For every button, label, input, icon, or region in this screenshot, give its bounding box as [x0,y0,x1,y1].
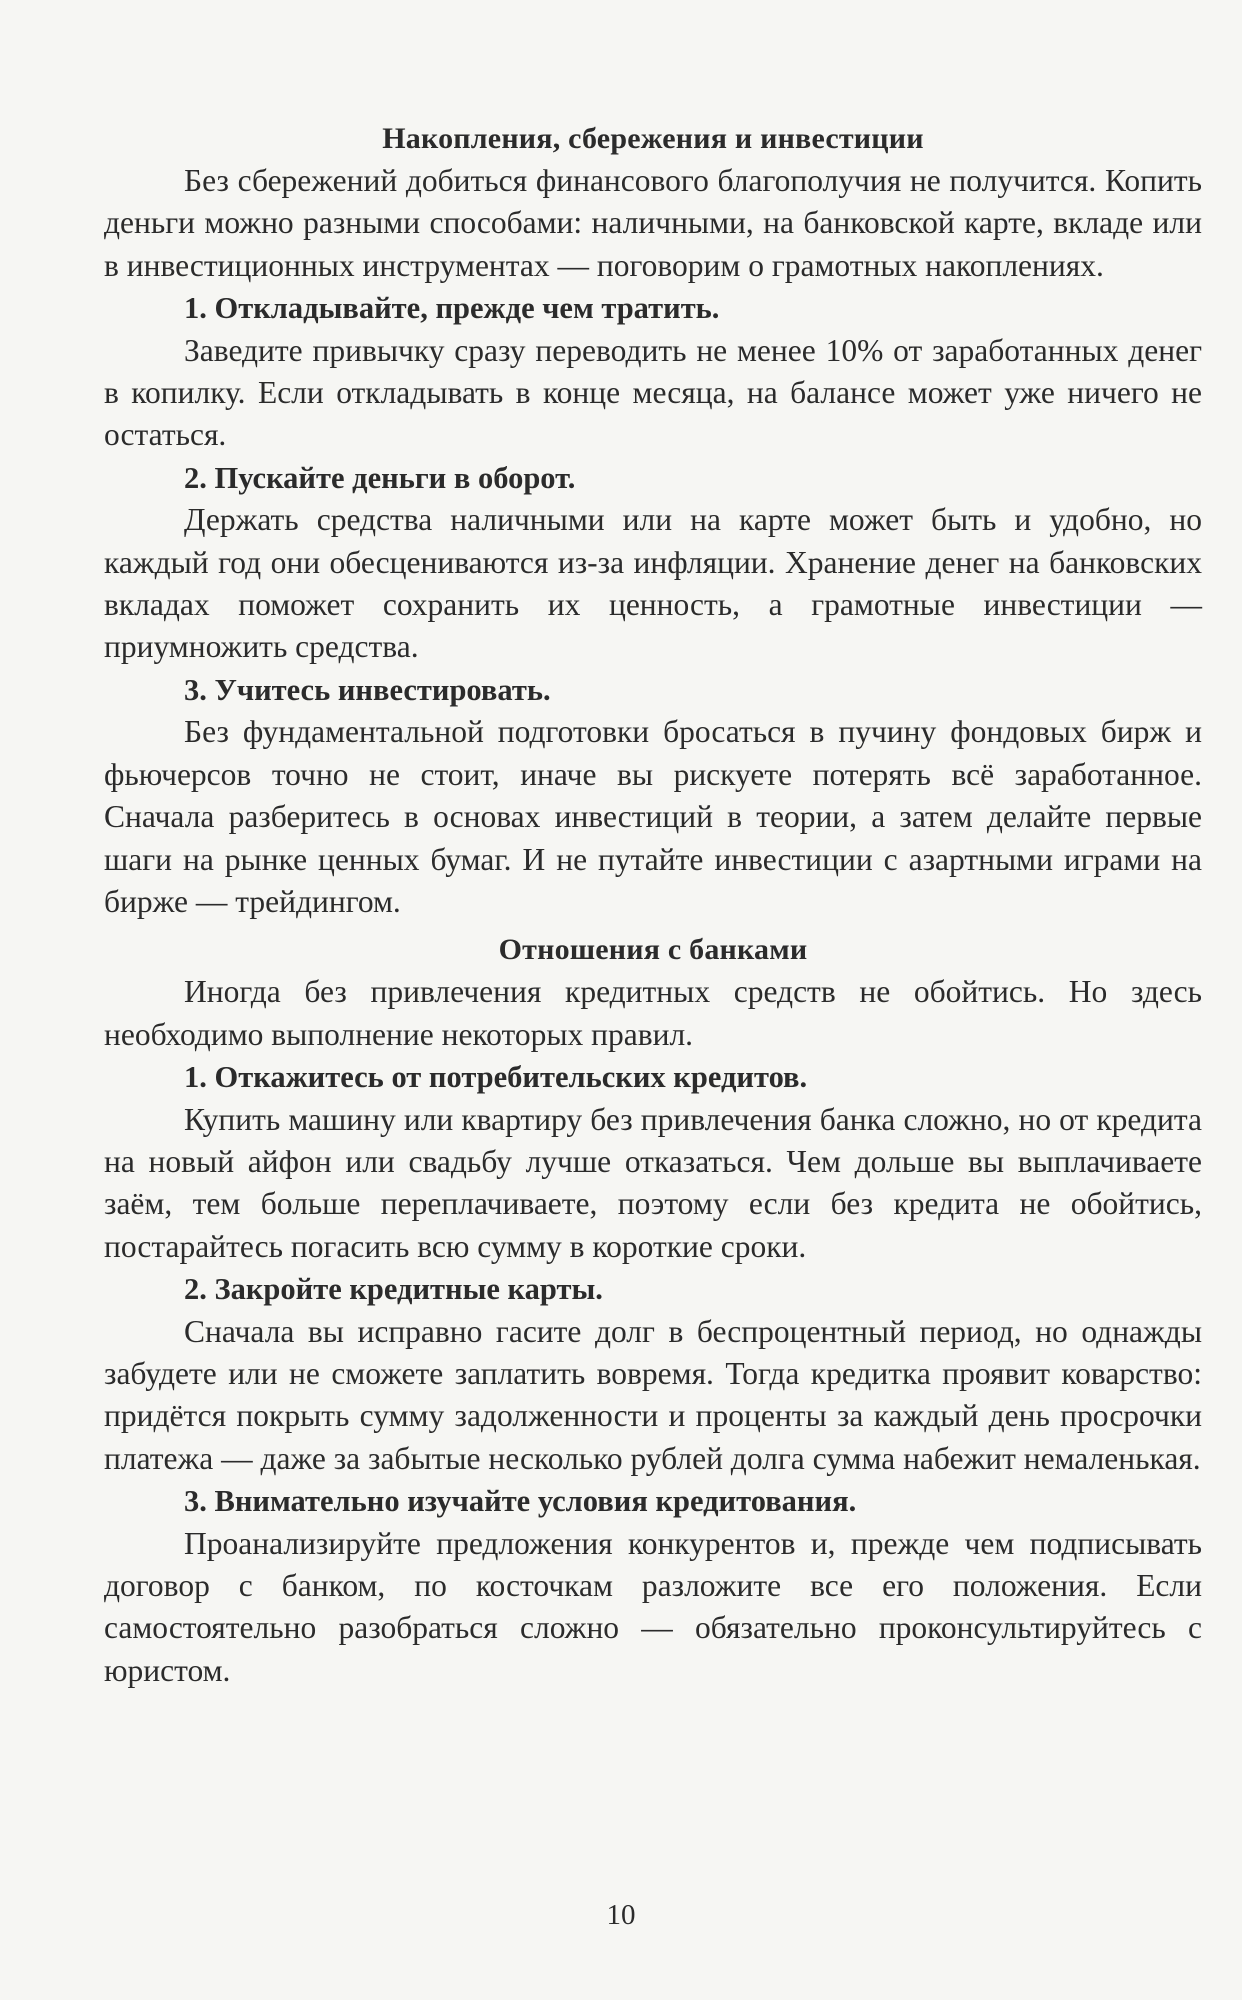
page-number: 10 [606,1899,636,1931]
bank-tip-text-1: Купить машину или квартиру без привлечения банка сложно, но от кредита на новый айфон или свадьбу лучше отказаться. Чем дольше вы выплачиваете заём, тем больше переплачиваете, поэтому если без кредита не обойтись, постарайтесь погасить всю сумму в короткие сроки. [104,1101,1202,1264]
tip-text-1: Заведите привычку сразу переводить не менее 10% от заработанных денег в копилку. Если откладывать в конце месяца, на балансе может уже ничего не остаться. [104,332,1202,453]
tip-heading-1: 1. Откладывайте, прежде чем тратить. [184,291,720,326]
page-content [104,118,1202,1692]
tip-text-2: Держать средства наличными или на карте может быть и удобно, но каждый год они обесцениваются из-за инфляции. Хранение денег на банковских вкладах поможет сохранить их ценность, а грамотные инвестиции — приумножить средства. [104,502,1202,665]
tip-heading-2: 2. Пускайте деньги в оборот. [184,460,576,495]
tip-text-3: Без фундаментальной подготовки бросаться в пучину фондовых бирж и фьючерсов точно не стоит, иначе вы рискуете потерять всё заработанное. Сначала разберитесь в основах инвестиций в теории, а затем делайте первые шаги на рынке ценных бумаг. И не путайте инвестиции с азартными играми на бирже — трейдингом. [104,714,1202,919]
bank-tip-heading-1: 1. Откажитесь от потребительских кредитов. [184,1060,808,1095]
bank-tip-heading-2: 2. Закройте кредитные карты. [184,1272,603,1307]
bank-tip-text-2: Сначала вы исправно гасите долг в беспроцентный период, но однажды забудете или не сможете заплатить вовремя. Тогда кредитка проявит коварство: придётся покрыть сумму задолженности и проценты за каждый день просрочки платежа — даже за забытые несколько рублей долга сумма набежит немаленькая. [104,1313,1202,1476]
tip-heading-3: 3. Учитесь инвестировать. [184,672,551,707]
bank-tip-heading-3: 3. Внимательно изучайте условия кредитования. [184,1484,857,1519]
section-intro-savings: Без сбережений добиться финансового благополучия не получится. Копить деньги можно разными способами: наличными, на банковской карте, вкладе или в инвестиционных инструментах — поговорим о грамотных накоплениях. [104,163,1202,283]
section-intro-banks: Иногда без привлечения кредитных средств не обойтись. Но здесь необходимо выполнение некоторых правил. [104,974,1202,1052]
section-title-savings: Накопления, сбережения и инвестиции [382,122,924,155]
bank-tip-text-3: Проанализируйте предложения конкурентов и, прежде чем подписывать договор с банком, по косточкам разложите все его положения. Если самостоятельно разобраться сложно — обязательно проконсультируйтесь с юристом. [104,1525,1202,1688]
section-title-banks: Отношения с банками [498,933,808,967]
